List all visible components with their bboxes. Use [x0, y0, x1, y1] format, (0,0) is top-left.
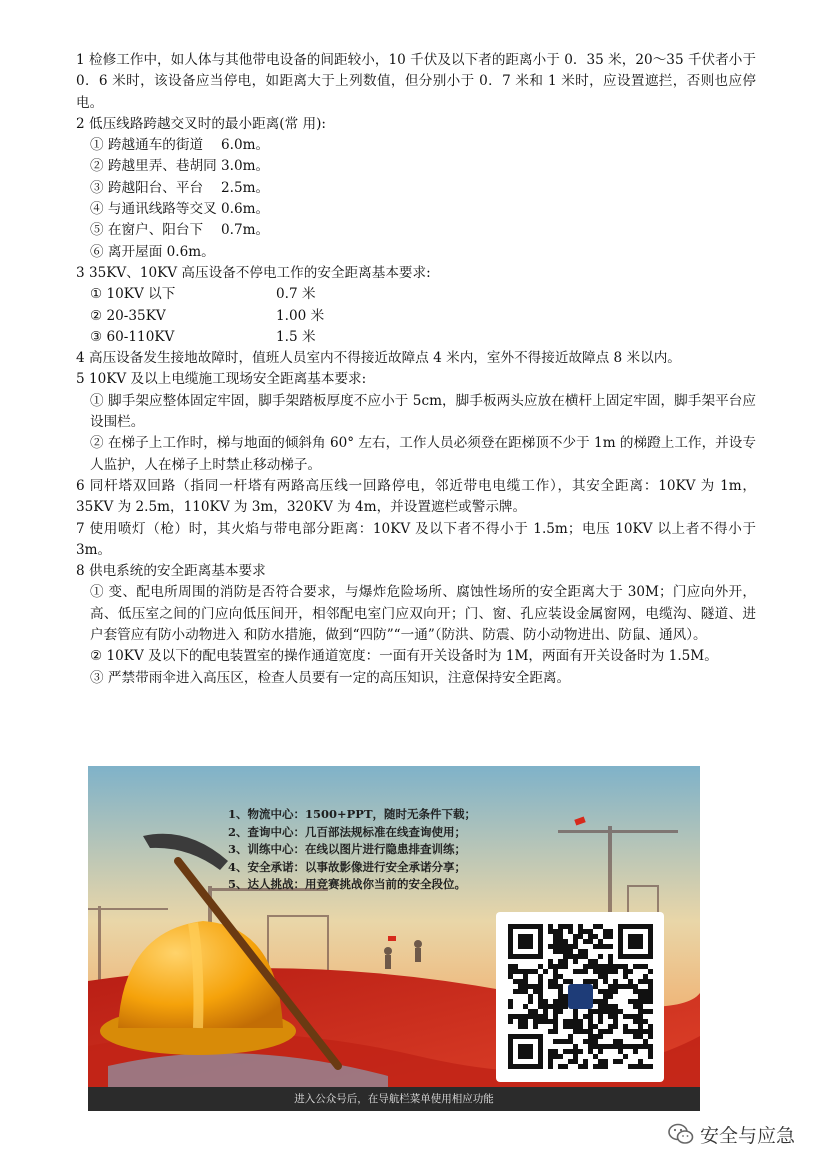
banner-footer: 进入公众号后，在导航栏菜单使用相应功能 [88, 1087, 700, 1111]
voltage-range: ① 10KV 以下 [90, 286, 176, 303]
voltage-range: ③ 60-110KV [90, 328, 175, 345]
safe-distance: 0.7 米 [276, 286, 316, 303]
qr-code[interactable] [496, 912, 664, 1082]
banner-menu-item: 3、训练中心：在线以图片进行隐患排查训练； [228, 842, 466, 857]
banner-menu-item: 1、物流中心：1500+PPT，随时无条件下载； [228, 807, 476, 821]
banner-menu-item: 2、查询中心：几百部法规标准在线查询使用； [228, 824, 466, 839]
document-paragraph: ④ 与通讯线路等交叉 0.6m。 [90, 201, 270, 218]
document-paragraph: ③ 跨越阳台、平台 2.5m。 [90, 179, 270, 196]
document-paragraph: ③ 严禁带雨伞进入高压区，检查人员要有一定的高压知识，注意保持安全距离。 [90, 669, 571, 686]
document-body [76, 50, 756, 689]
table-row [76, 306, 756, 327]
document-paragraph: 3 35KV、10KV 高压设备不停电工作的安全距离基本要求: [76, 264, 431, 281]
document-paragraph: 4 高压设备发生接地故障时，值班人员室内不得接近故障点 4 米内，室外不得接近故障点 8 米以内。 [76, 350, 681, 367]
banner-menu-item: 4、安全承诺：以事故影像进行安全承诺分享； [228, 859, 466, 874]
document-paragraph: ⑥ 离开屋面 0.6m。 [90, 243, 215, 260]
document-paragraph: 8 供电系统的安全距离基本要求 [76, 563, 266, 580]
brand-signature [668, 1120, 795, 1148]
safe-distance: 1.5 米 [276, 328, 316, 345]
voltage-range: ② 20-35KV [90, 307, 166, 324]
table-row [76, 284, 756, 305]
document-paragraph: 5 10KV 及以上电缆施工现场安全距离基本要求: [76, 371, 367, 388]
document-section-1 [76, 50, 756, 284]
promo-banner-image[interactable] [88, 766, 700, 1111]
brand-name: 安全与应急 [700, 1124, 796, 1147]
document-paragraph: 2 低压线路跨越交叉时的最小距离(常 用): [76, 115, 326, 132]
document-paragraph: 7 使用喷灯（枪）时，其火焰与带电部分距离：10KV 及以下者不得小于 1.5m；电压 10KV 以上者不得小于 3m。 [76, 520, 756, 558]
document-paragraph: 1 检修工作中，如人体与其他带电设备的间距较小，10 千伏及以下者的距离小于 0．35 米，20～35 千伏者小于 0．6 米时，该设备应当停电，如距离大于上列数值，但分别小于 0．7 米和 1 米时，应设置遮拦，否则也应停电。 [76, 52, 756, 111]
document-paragraph: ② 跨越里弄、巷胡同 3.0m。 [90, 158, 270, 175]
safe-distance: 1.00 米 [276, 307, 325, 324]
wechat-icon [668, 1123, 694, 1145]
document-paragraph: ② 10KV 及以下的配电装置室的操作通道宽度：一面有开关设备时为 1M，两面有开关设备时为 1.5M。 [90, 648, 718, 665]
document-section-2 [76, 348, 756, 689]
banner-menu-item: 5、达人挑战：用竞赛挑战你当前的安全段位。 [228, 877, 466, 892]
qr-code-pattern [496, 912, 664, 1082]
document-paragraph: ⑤ 在窗户、阳台下 0.7m。 [90, 222, 270, 239]
document-paragraph: ① 跨越通车的街道 6.0m。 [90, 137, 270, 154]
table-row [76, 327, 756, 348]
banner-menu-list [228, 806, 558, 894]
document-paragraph: ② 在梯子上工作时，梯与地面的倾斜角 60° 左右，工作人员必须登在距梯顶不少于 1m 的梯蹬上工作，并设专人监护，人在梯子上时禁止移动梯子。 [90, 435, 756, 473]
voltage-distance-table [76, 284, 756, 348]
document-paragraph: ① 变、配电所周围的消防是否符合要求，与爆炸危险场所、腐蚀性场所的安全距离大于 30M；门应向外开，高、低压室之间的门应向低压间开，相邻配电室门应双向开；门、窗、孔应装设金属窗网，电缆沟、隧道、进户套管应有防小动物进入 和防水措施，做到“四防”“一通”（防洪、防震、防小动物进出、防鼠、通风）。 [90, 584, 756, 644]
document-paragraph: 6 同杆塔双回路（指同一杆塔有两路高压线一回路停电，邻近带电电缆工作），其安全距离：10KV 为 1m，35KV 为 2.5m，110KV 为 3m，320KV 为 4m，并设置遮栏或警示牌。 [76, 477, 756, 516]
document-paragraph: ① 脚手架应整体固定牢固，脚手架踏板厚度不应小于 5cm，脚手板两头应放在横杆上固定牢固，脚手架平台应设围栏。 [90, 392, 756, 431]
